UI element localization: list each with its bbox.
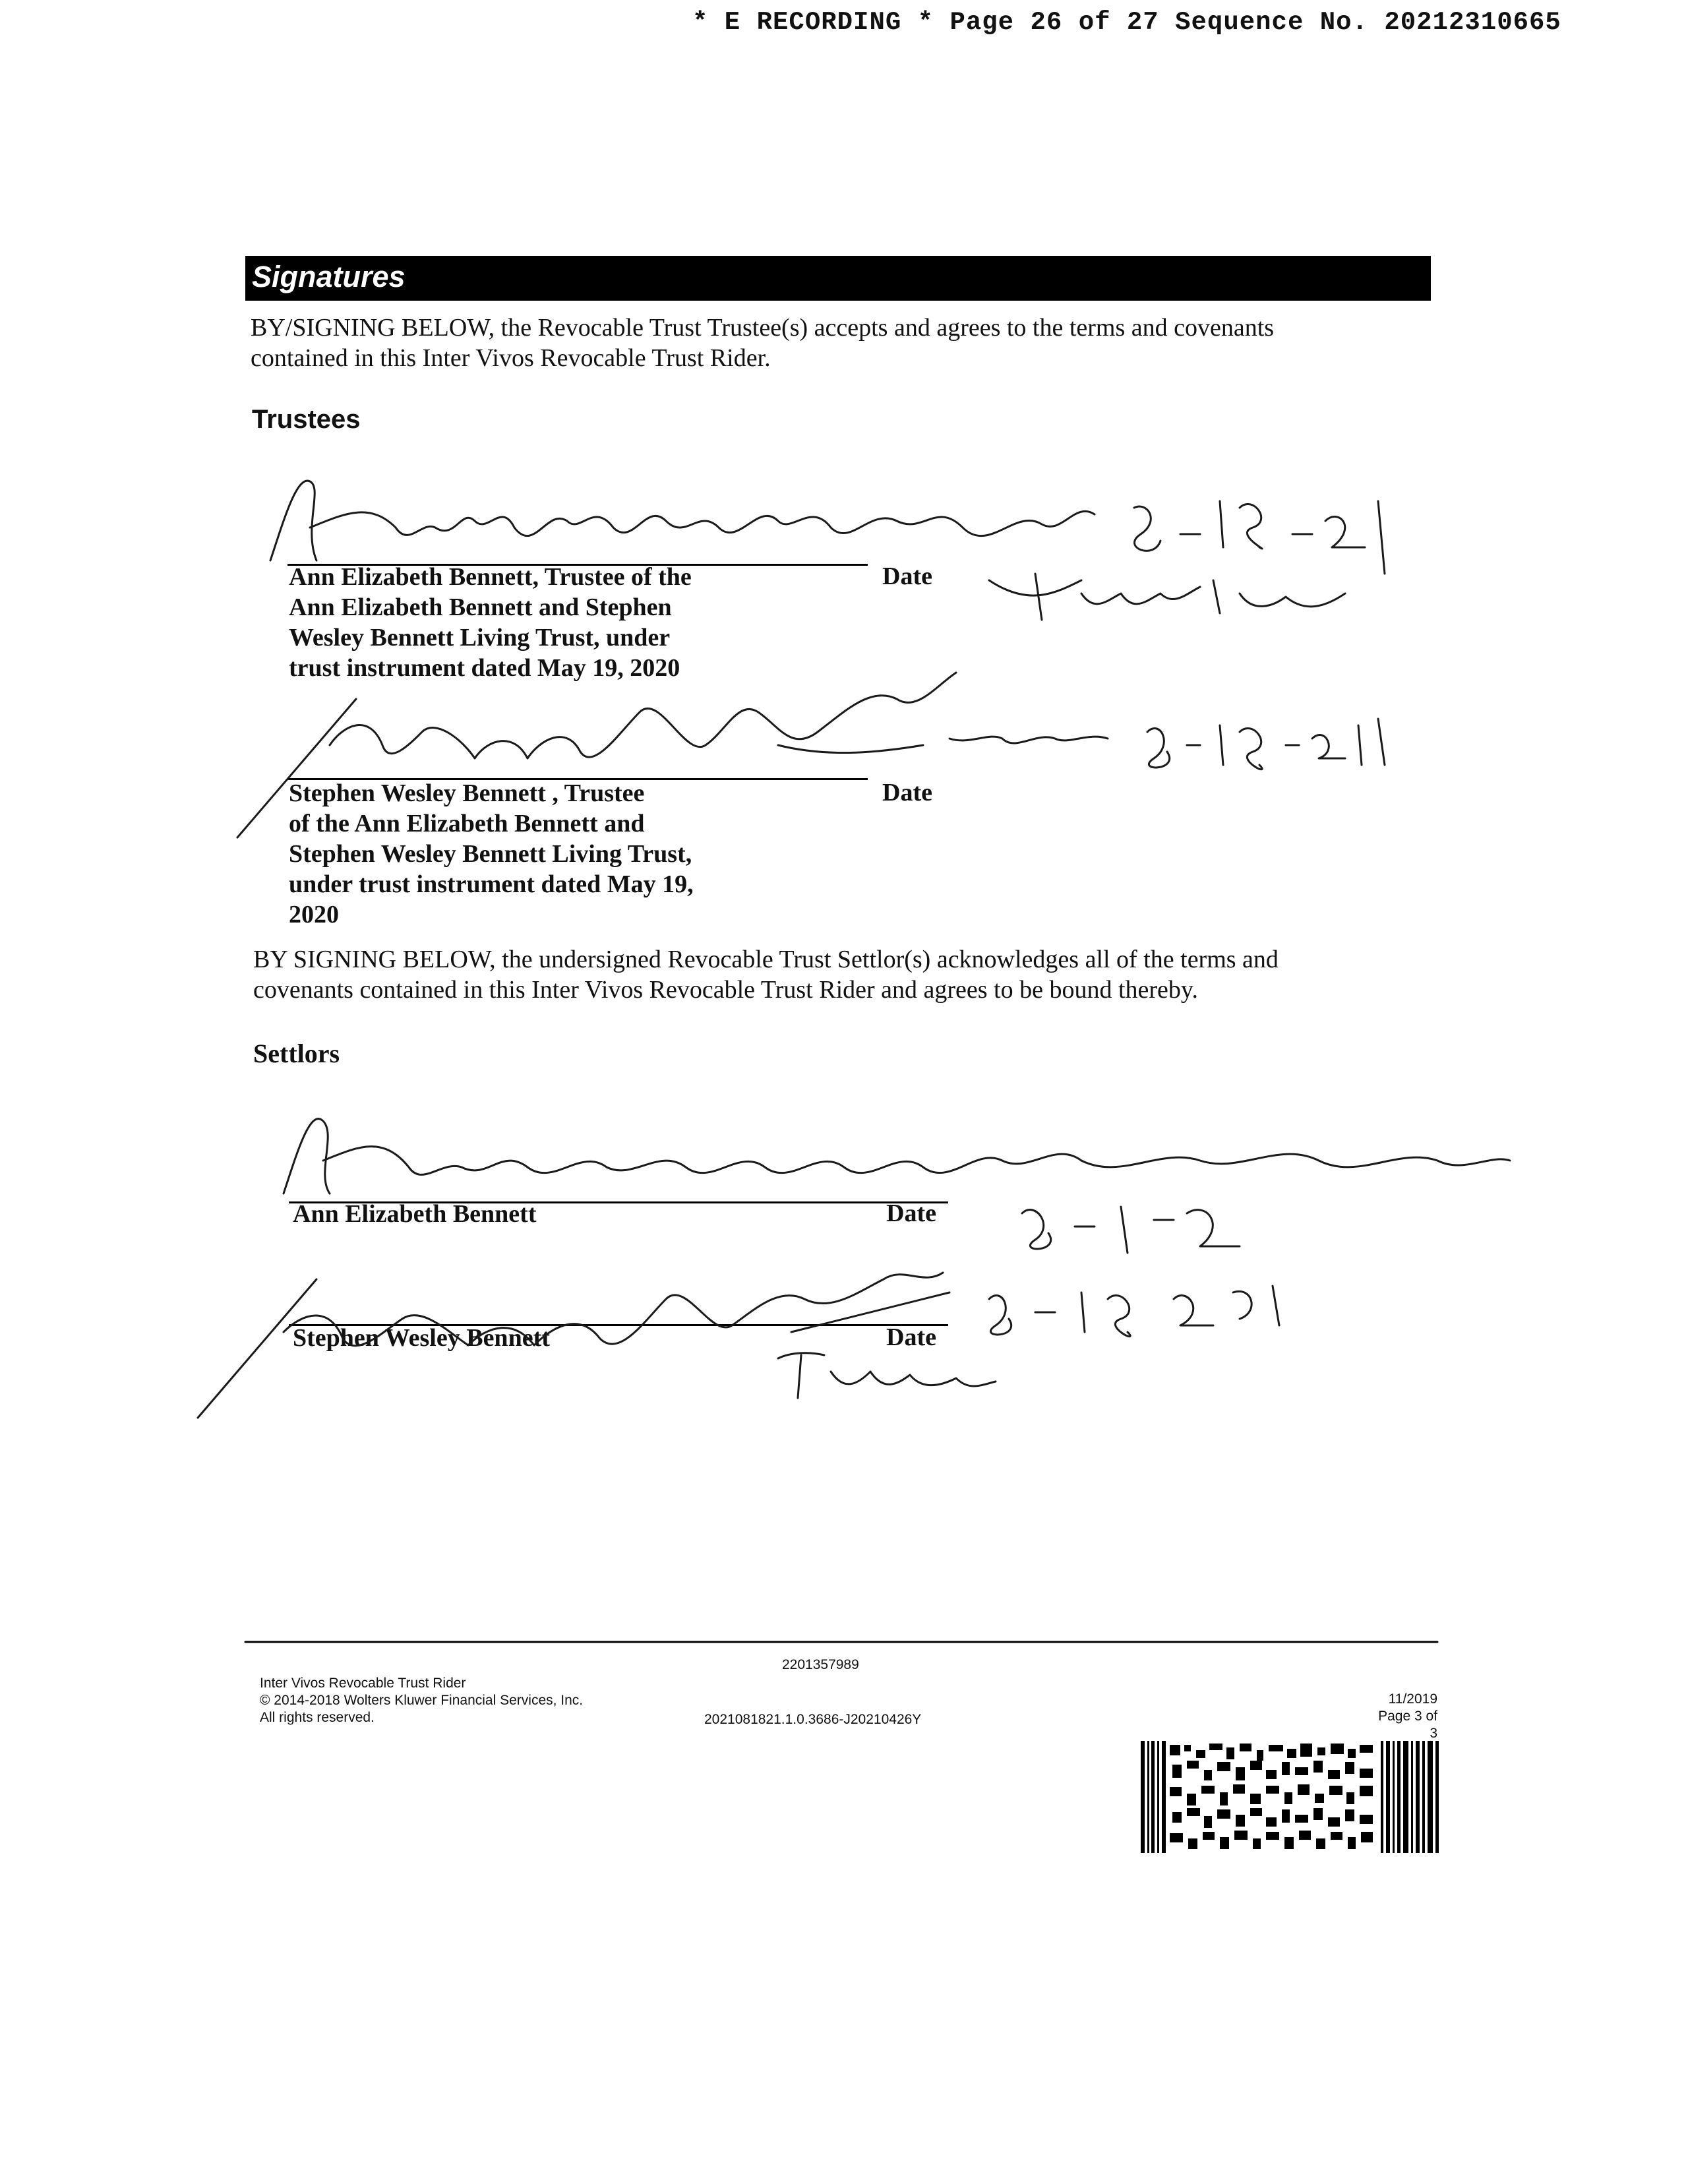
footer-form-title: Inter Vivos Revocable Trust Rider [260,1676,466,1691]
footer-page-label: Page 3 of 3 [1378,1709,1437,1741]
settlor-intro-line2: covenants contained in this Inter Vivos Revocable Trust Rider and agrees to be bound thereby. [253,976,1198,1004]
trustee2-date-label: Date [882,779,932,806]
settlor1-name: Ann Elizabeth Bennett [293,1200,537,1228]
trustee-intro-line2: contained in this Inter Vivos Revocable Trust Rider. [251,344,771,372]
section-title: Signatures [252,260,406,293]
settlor1-date-label: Date [886,1199,936,1227]
trustee1-caption-line: Wesley Bennett Living Trust, under [289,624,671,652]
trustee2-caption-line: Stephen Wesley Bennett Living Trust, [289,840,692,868]
trustee2-caption-line: Stephen Wesley Bennett , Trustee [289,779,645,807]
trustee-intro-rest: the Revocable Trust Trustee(s) accepts and agrees to the terms and covenants [495,314,1275,342]
recording-header: * E RECORDING * Page 26 of 27 Sequence No. 20212310665 [692,8,1561,37]
footer-right [1372,1691,1437,1742]
trustee1-date-label: Date [882,562,932,590]
handwritten-trustee-date-2 [950,719,1385,770]
trustee2-caption-line: under trust instrument dated May 19, [289,870,694,898]
trustee-intro-lead: BY/SIGNING BELOW, [251,314,495,342]
trustees-heading: Trustees [252,405,361,434]
settlor2-name: Stephen Wesley Bennett [293,1324,550,1352]
settlor-intro-rest: the undersigned Revocable Trust Settlor(s) acknowledges all of the terms and [495,946,1279,973]
settlors-heading: Settlors [253,1039,340,1068]
footer-doc-code: 2021081821.1.0.3686-J20210426Y [704,1712,922,1727]
signature-ann-settlor [284,1119,1510,1194]
barcode-icon [1141,1741,1441,1853]
signature-stephen-trustee [237,673,956,837]
trustee2-caption-line: of the Ann Elizabeth Bennett and [289,810,645,837]
handwritten-settlor-date-2 [989,1286,1279,1337]
footer-form-date: 11/2019 [1388,1691,1437,1707]
signature-ann-trustee [270,481,1095,561]
trustee1-caption-line: Ann Elizabeth Bennett, Trustee of the [289,563,692,591]
settlor2-date-label: Date [886,1323,936,1351]
trustee1-caption-line: Ann Elizabeth Bennett and Stephen [289,593,672,621]
handwritten-settlor-date-1 [1022,1207,1240,1253]
trustee2-caption-line: 2020 [289,901,339,928]
handwritten-trustee-note-2 [778,1353,996,1398]
signature-stephen-settlor [198,1273,950,1418]
footer-copyright: © 2014-2018 Wolters Kluwer Financial Services, Inc. [260,1693,584,1708]
settlor-intro-lead: BY SIGNING BELOW, [253,946,496,973]
footer-center-number: 2201357989 [782,1657,859,1672]
footer-rights: All rights reserved. [260,1710,375,1725]
trustee1-caption-line: trust instrument dated May 19, 2020 [289,654,680,682]
handwritten-date [1134,501,1385,574]
handwritten-trustee-note [989,574,1345,620]
footer-left [260,1675,583,1726]
